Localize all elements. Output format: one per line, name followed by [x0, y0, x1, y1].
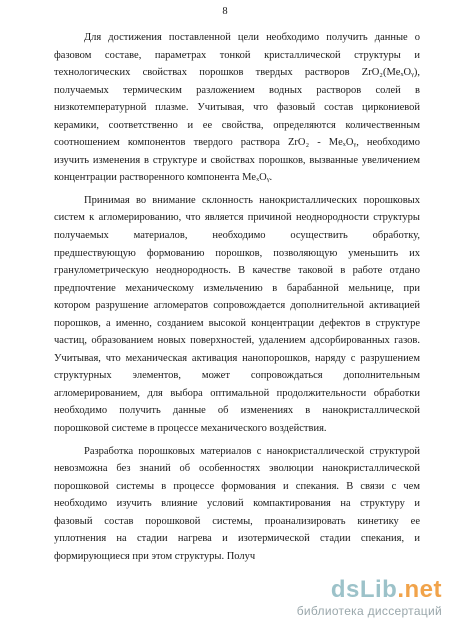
text-line: фазовый состав порошковой системы, проанализировать кинетику ее	[54, 515, 420, 527]
text-line: невозможна без знаний об особенностях эволюции нанокристаллической	[54, 463, 420, 475]
text-line: уплотнения на стадии нагрева и изотермической стадии спекания, и	[54, 533, 420, 545]
text-line: керамики, соответственно и ее свойства, определяются количественным	[54, 119, 420, 131]
text-line: изучить изменения в структуре и свойствах порошков, вызванные увеличением	[54, 154, 420, 166]
text-line: котором разрушение агломератов сопровождается дополнительной активацией	[54, 300, 420, 312]
paragraph-3	[54, 443, 420, 566]
text-line: частиц, образованием новых поверхностей, удалением адсорбированных газов.	[54, 335, 420, 347]
watermark-brand-tld: .net	[397, 576, 442, 603]
text-line: Для достижения поставленной цели необходимо получить данные о	[84, 32, 420, 43]
document-body	[54, 29, 420, 570]
text-line: формирующиеся при этом структуры. Получ	[54, 550, 256, 562]
text-line: Принимая во внимание склонность нанокристаллических порошковых	[84, 194, 420, 206]
text-line: необходимо изучить влияние условий компактирования на структуру и	[54, 498, 420, 510]
text-line: порошков, а именно, созданием высокой концентрации дефектов в структуре	[54, 317, 420, 329]
paragraph-2	[54, 192, 420, 438]
watermark-brand-name: dsLib	[330, 576, 398, 603]
text-line: технологических свойствах порошков твердых растворов ZrO₂(MeₓOᵧ),	[54, 67, 420, 79]
text-line: получаемых материалов, необходимо осуществить обработку,	[54, 230, 420, 242]
text-line: порошковой системы в процессе формования и спекания. В связи с чем	[54, 480, 420, 492]
text-line: гранулометрическую неоднородность. В качестве таковой в работе отдано	[54, 265, 420, 277]
text-line: фазовом составе, параметрах тонкой кристаллической структуры и	[54, 49, 420, 61]
text-line: порошковой системе в процессе механического воздействия.	[54, 423, 327, 435]
text-line: концентрации растворенного компонента MeₓOᵧ.	[54, 172, 273, 184]
text-line: соотношением компонентов твердого раствора ZrO₂ - MeₓOᵧ, необходимо	[54, 137, 420, 149]
watermark	[252, 576, 442, 620]
text-line: Разработка порошковых материалов с нанокристаллической структурой	[84, 445, 420, 457]
page-number: 8	[222, 6, 228, 17]
text-line: предпочтение механическому измельчению в барабанной мельнице, при	[54, 282, 420, 294]
paragraph-1	[54, 29, 420, 187]
text-line: получаемых термическим разложением водных растворов солей в	[54, 84, 420, 96]
watermark-subtitle: библиотека диссертаций	[296, 604, 442, 618]
text-line: структурных элементов, может сопровождаться дополнительным	[54, 370, 420, 382]
watermark-brand	[331, 576, 442, 604]
text-line: необходимо получить данные об изменениях в нанокристаллической	[54, 405, 420, 417]
text-line: систем к агломерированию, что является причиной неоднородности структуры	[54, 212, 420, 224]
text-line: Учитывая, что механическая активация нанопорошков, наряду с разрушением	[54, 352, 420, 364]
text-line: агломерированием, для выбора оптимальной продолжительности обработки	[54, 387, 420, 399]
text-line: низкотемпературной плазме. Учитывая, что фазовый состав циркониевой	[54, 102, 420, 114]
text-line: предшествующую формованию порошков, позволяющую уменьшить их	[54, 247, 420, 259]
